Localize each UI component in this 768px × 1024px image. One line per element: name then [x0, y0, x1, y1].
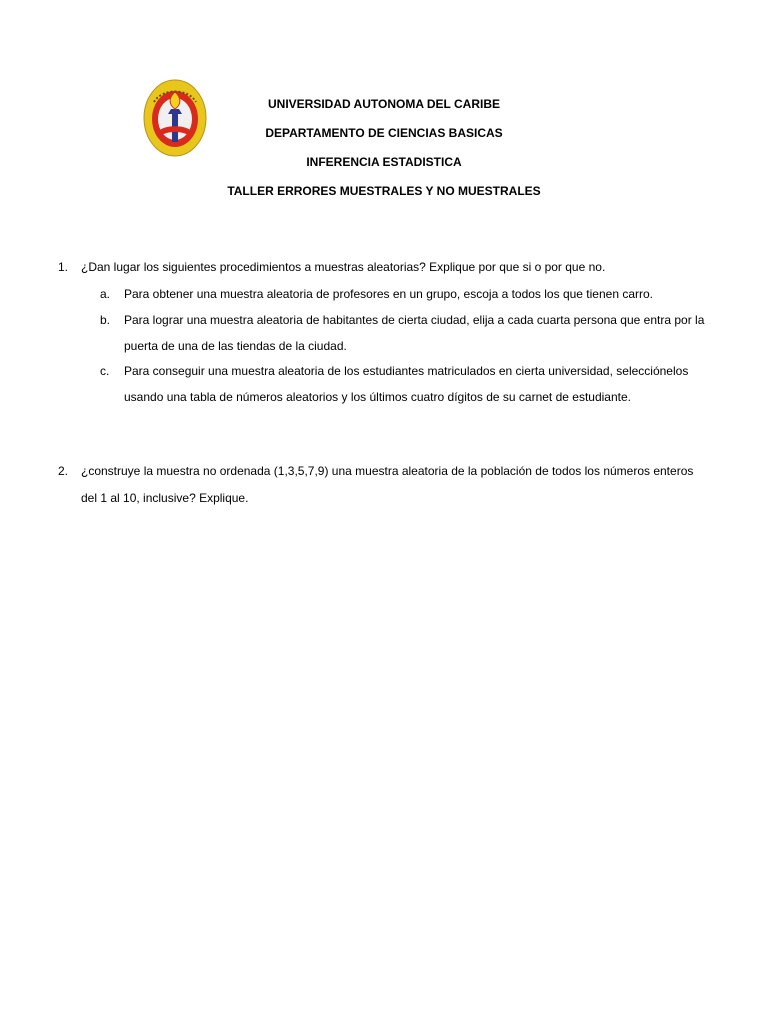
question-1b-text-line-2: puerta de una de las tiendas de la ciudad. [124, 339, 347, 353]
question-1c-text-line-2: usando una tabla de números aleatorios y los últimos cuatro dígitos de su carnet de estudiante. [124, 390, 631, 404]
question-1-text: ¿Dan lugar los siguientes procedimientos a muestras aleatorias? Explique por que si o por que no. [81, 260, 606, 274]
question-1a-letter: a. [100, 287, 111, 301]
question-2-text-line-1: ¿construye la muestra no ordenada (1,3,5,7,9) una muestra aleatoria de la población de todos los números enteros [81, 464, 694, 478]
question-1c-text-line-1: Para conseguir una muestra aleatoria de los estudiantes matriculados en cierta universidad, selecciónelos [124, 364, 689, 378]
question-1b-letter: b. [100, 313, 111, 327]
question-2-text-line-2: del 1 al 10, inclusive? Explique. [81, 491, 249, 505]
university-logo-icon [142, 78, 208, 158]
question-1a-text: Para obtener una muestra aleatoria de profesores en un grupo, escoja a todos los que tienen carro. [124, 287, 654, 301]
question-1b-text-line-1: Para lograr una muestra aleatoria de habitantes de cierta ciudad, elija a cada cuarta persona que entra por la [124, 313, 705, 327]
question-1-number: 1. [58, 260, 69, 274]
workshop-title: TALLER ERRORES MUESTRALES Y NO MUESTRALES [227, 184, 541, 198]
department-name: DEPARTAMENTO DE CIENCIAS BASICAS [265, 126, 503, 140]
course-name: INFERENCIA ESTADISTICA [306, 155, 462, 169]
university-name: UNIVERSIDAD AUTONOMA DEL CARIBE [267, 97, 500, 111]
question-1c-letter: c. [100, 364, 110, 378]
question-2-number: 2. [58, 464, 69, 478]
